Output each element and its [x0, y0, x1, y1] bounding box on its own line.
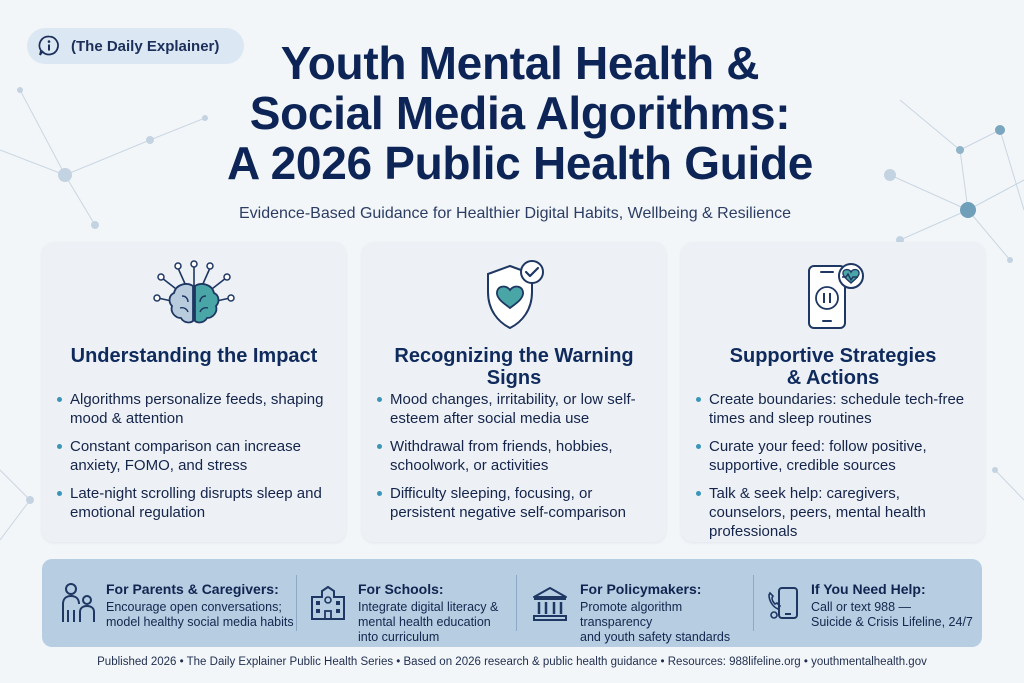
list-item: Constant comparison can increase anxiety, FOMO, and stress: [56, 437, 336, 475]
audience-text: [358, 600, 498, 645]
audience-text-line: Integrate digital literacy &: [358, 600, 499, 614]
brain-network-icon: [42, 256, 346, 336]
title-line: A 2026 Public Health Guide: [226, 137, 814, 189]
list-item: Algorithms personalize feeds, shaping mood & attention: [56, 390, 336, 428]
title-line: Youth Mental Health &: [280, 37, 760, 89]
list-item: Withdrawal from friends, hobbies, schoolwork, or activities: [376, 437, 656, 475]
audience-text-line: Suicide & Crisis Lifeline, 24/7: [811, 615, 973, 629]
badge-label: (The Daily Explainer): [71, 37, 220, 55]
audience-text-line: and youth safety standards: [580, 630, 731, 644]
audience-schools: [298, 559, 518, 647]
footer-credits: Published 2026 • The Daily Explainer Public Health Series • Based on 2026 research & public health guidance • Resources: 988lifeline.org • youthmentalhealth.gov: [97, 656, 927, 668]
audience-guidance-bar: [42, 559, 982, 647]
card-title-text: Supportive Strategies & Actions: [729, 345, 937, 389]
list-item: Curate your feed: follow positive, supportive, credible sources: [695, 437, 975, 475]
audience-text-line: Promote algorithm transparency: [580, 600, 683, 629]
audience-text: [580, 600, 753, 645]
card-title: Understanding the Impact: [70, 345, 318, 367]
divider: [753, 575, 754, 631]
shield-heart-icon: [362, 256, 666, 336]
list-item: Difficulty sleeping, focusing, or persistent negative self-comparison: [376, 484, 656, 522]
page-title: [150, 38, 890, 188]
bullet-list: [56, 390, 336, 531]
help-phone-icon: [765, 581, 805, 625]
audience-text: [811, 600, 973, 630]
card-supportive-strategies: [681, 242, 985, 542]
school-icon: [308, 581, 348, 625]
divider: [296, 575, 297, 631]
audience-title: For Schools:: [358, 581, 444, 597]
card-understanding-impact: [42, 242, 346, 542]
audience-text: [106, 600, 294, 630]
audience-policymakers: [518, 559, 753, 647]
audience-title: If You Need Help:: [811, 581, 926, 597]
audience-text-line: Encourage open conversations;: [106, 600, 282, 614]
audience-title: For Policymakers:: [580, 581, 702, 597]
list-item: Late-night scrolling disrupts sleep and emotional regulation: [56, 484, 336, 522]
title-line: Social Media Algorithms:: [249, 87, 791, 139]
audience-text-line: mental health education: [358, 615, 491, 629]
audience-text-line: Call or text 988 —: [811, 600, 912, 614]
card-title: Recognizing the Warning Signs: [394, 345, 634, 389]
list-item: Create boundaries: schedule tech-free times and sleep routines: [695, 390, 975, 428]
list-item: Talk & seek help: caregivers, counselors, peers, mental health professionals: [695, 484, 975, 541]
list-item: Mood changes, irritability, or low self-esteem after social media use: [376, 390, 656, 428]
audience-text-line: model healthy social media habits: [106, 615, 294, 629]
audience-title: For Parents & Caregivers:: [106, 581, 279, 597]
bullet-list: [695, 390, 975, 550]
family-icon: [58, 581, 98, 625]
bullet-list: [376, 390, 656, 531]
government-building-icon: [530, 581, 570, 625]
card-title: [691, 345, 975, 389]
card-warning-signs: [362, 242, 666, 542]
divider: [516, 575, 517, 631]
audience-need-help: [755, 559, 982, 647]
audience-text-line: into curriculum: [358, 630, 440, 644]
info-icon: [37, 34, 61, 58]
page-subtitle: Evidence-Based Guidance for Healthier Digital Habits, Wellbeing & Resilience: [239, 205, 791, 222]
audience-parents: [42, 559, 297, 647]
phone-heart-icon: [681, 256, 985, 336]
